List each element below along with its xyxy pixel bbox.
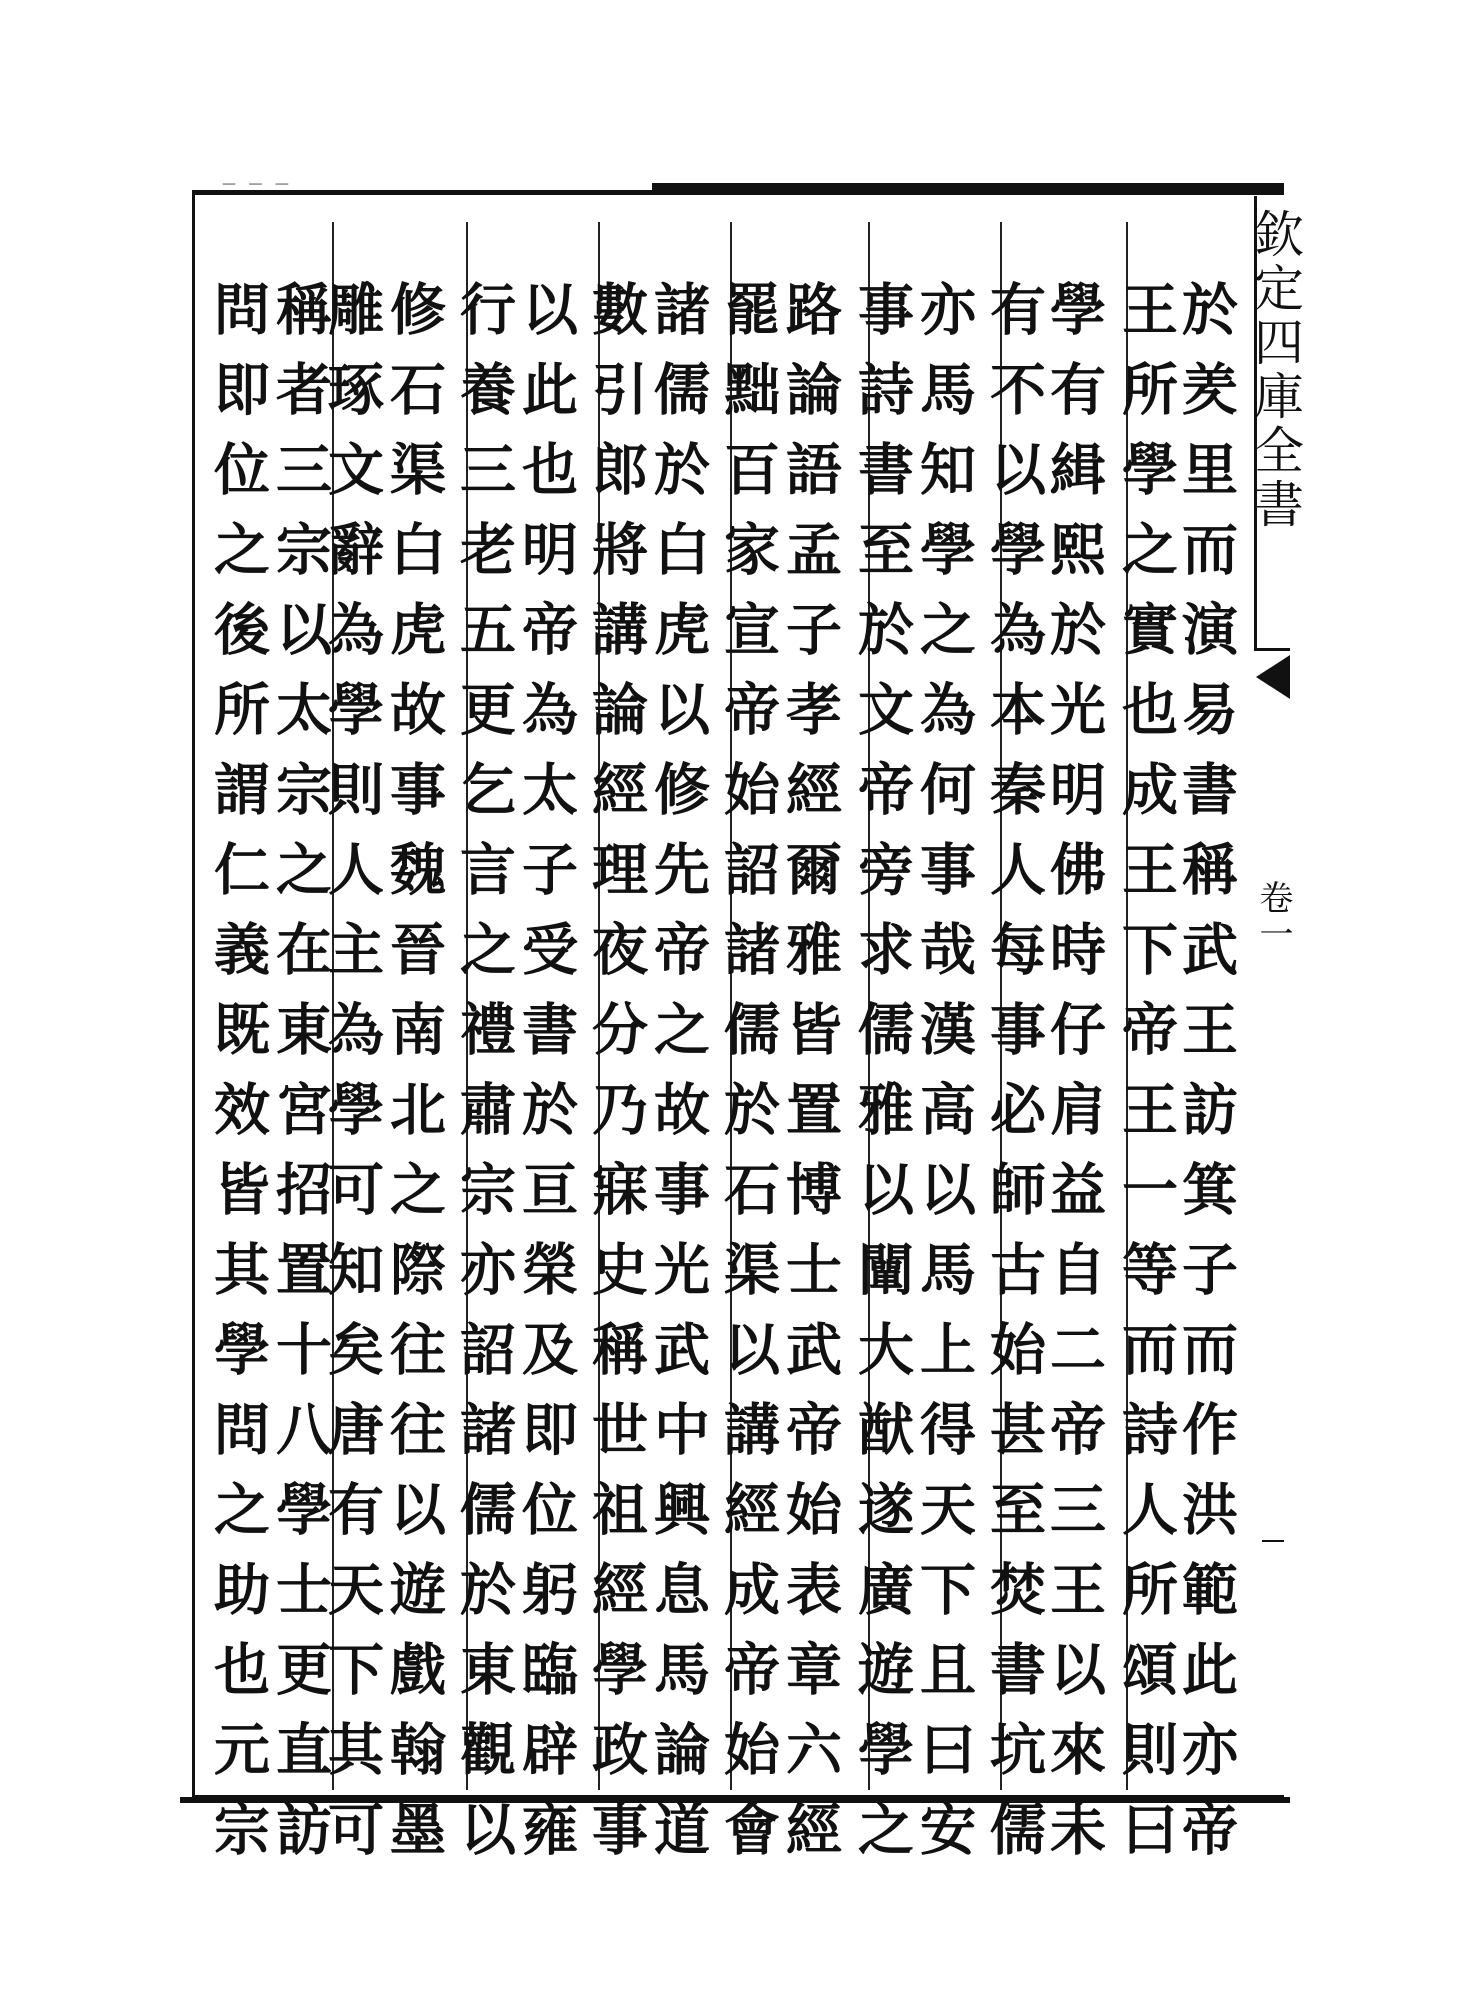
text-line: 稱者三宗以太宗之在東宮招置十八學士更直訪 [267,280,333,1880]
text-line: 諸儒於白虎以修先帝之故事光武中興息馬論道 [645,280,711,1880]
text-line: 有不以學為本秦人每事必師古始甚至焚書坑儒 [981,280,1047,1880]
text-line: 學有緝熙於光明佛時仔肩益自二帝三王以來未 [1041,280,1107,1880]
text-line: 行養三老五更乞言之禮肅宗亦詔諸儒於東觀以 [451,280,517,1880]
text-line: 王所學之實也成王下帝王一等而詩人所頌則曰 [1113,280,1179,1880]
margin-volume-label: 卷一 [1253,880,1293,952]
frame-top-rule [652,183,1284,191]
text-column [204,280,328,1880]
text-line: 雕琢文辭為學則人主為學可知矣唐有天下其可 [319,280,385,1880]
top-margin-marks: — — — [222,176,293,192]
text-line: 問即位之後所謂仁義既效皆其學問之助也元宗 [205,280,271,1880]
text-line: 於羑里而演易書稱武王訪箕子而作洪範此亦帝 [1173,280,1239,1880]
text-line: 亦馬知學之為何事哉漢高以馬上得天下且曰安 [911,280,977,1880]
text-line: 事詩書至於文帝旁求儒雅以闡大猷遂廣遊學之 [849,280,915,1880]
margin-book-title: 欽定四庫全書 [1246,208,1304,532]
text-line: 修石渠白虎故事魏晉南北之際往往以遊戲翰墨 [381,280,447,1880]
text-line: 罷黜百家宣帝始詔諸儒於石渠以講經成帝始會 [715,280,781,1880]
text-line: 路論語孟子孝經爾雅皆置博士武帝始表章六經 [777,280,843,1880]
text-line: 以此也明帝為太子受書於亘榮及即位躬臨辟雍 [513,280,579,1880]
text-line: 數引郎將講論經理夜分乃寐史稱世祖經學政事 [583,280,649,1880]
